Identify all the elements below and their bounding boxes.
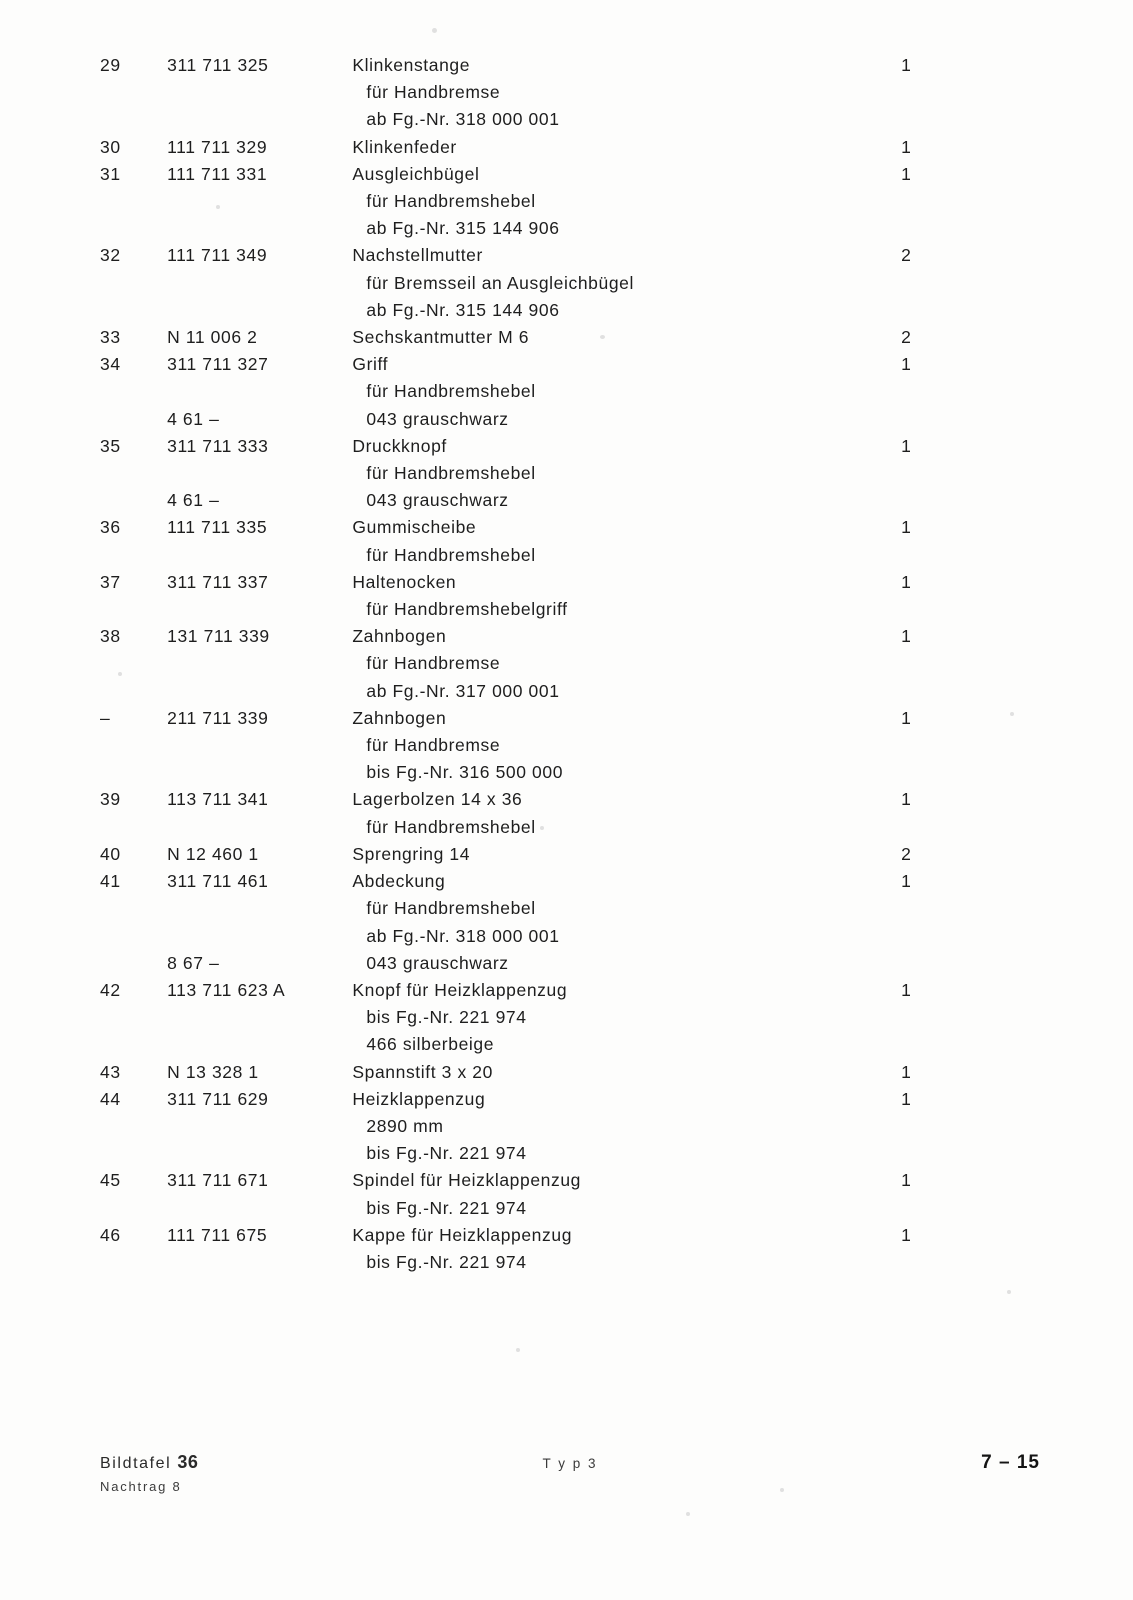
cell-part-number: N 12 460 1 <box>167 843 259 864</box>
table-row-continuation <box>100 650 1040 677</box>
cell-part-number-empty <box>167 297 352 324</box>
cell-position: 41 <box>100 871 121 892</box>
cell-description-detail: für Handbremshebel <box>366 816 536 837</box>
cell-position <box>100 297 167 324</box>
cell-note: 8 67 – <box>167 952 220 973</box>
cell-description-detail: für Handbremshebel <box>366 898 536 919</box>
table-row-continuation <box>100 79 1040 106</box>
cell-description: Kappe für Heizklappenzug <box>352 1224 573 1245</box>
cell-position: 29 <box>100 55 121 75</box>
footer-plate-number: 36 <box>177 1452 199 1472</box>
table-row-continuation <box>100 487 1040 514</box>
cell-description: Lagerbolzen 14 x 36 <box>352 789 523 810</box>
cell-quantity-empty <box>901 732 1040 759</box>
cell-description-detail: ab Fg.-Nr. 318 000 001 <box>366 109 560 130</box>
cell-quantity-empty <box>901 596 1040 623</box>
cell-part-number-empty <box>167 460 352 487</box>
cell-position <box>100 542 167 569</box>
cell-part-number-empty <box>167 650 352 677</box>
cell-description-detail: 466 silberbeige <box>366 1034 495 1055</box>
cell-quantity-empty <box>901 1004 1040 1031</box>
cell-part-number-empty <box>167 542 352 569</box>
cell-quantity: 1 <box>901 871 912 892</box>
table-row <box>100 324 1040 351</box>
cell-position: 44 <box>100 1088 121 1109</box>
cell-position: 34 <box>100 354 121 375</box>
cell-description-detail: bis Fg.-Nr. 316 500 000 <box>366 762 564 783</box>
cell-position <box>100 1113 167 1140</box>
table-row <box>100 786 1040 813</box>
cell-position <box>100 79 167 106</box>
table-row-continuation <box>100 1113 1040 1140</box>
cell-quantity-empty <box>901 406 1040 433</box>
cell-position: 43 <box>100 1061 121 1082</box>
table-row <box>100 161 1040 188</box>
cell-description: Druckknopf <box>352 435 447 456</box>
cell-description: Abdeckung <box>352 871 446 892</box>
cell-quantity-empty <box>901 487 1040 514</box>
cell-note: 4 61 – <box>167 490 220 511</box>
footer-plate <box>100 1452 198 1473</box>
table-row-continuation <box>100 542 1040 569</box>
cell-position: 30 <box>100 136 121 157</box>
cell-part-number: 311 711 327 <box>167 354 269 375</box>
table-row-continuation <box>100 895 1040 922</box>
cell-part-number: 311 711 337 <box>167 571 269 592</box>
table-row <box>100 52 1040 79</box>
table-row-continuation <box>100 923 1040 950</box>
cell-quantity-empty <box>901 1031 1040 1058</box>
table-row-continuation <box>100 732 1040 759</box>
cell-description: Ausgleichbügel <box>352 163 480 184</box>
table-row-continuation <box>100 950 1040 977</box>
table-row-continuation <box>100 406 1040 433</box>
cell-quantity-empty <box>901 270 1040 297</box>
cell-position <box>100 1195 167 1222</box>
table-row-continuation <box>100 270 1040 297</box>
parts-list-body <box>100 52 1040 1276</box>
cell-part-number: 111 711 331 <box>167 163 268 184</box>
cell-quantity: 1 <box>901 55 912 75</box>
cell-description-detail: bis Fg.-Nr. 221 974 <box>366 1197 527 1218</box>
cell-position <box>100 215 167 242</box>
cell-part-number-empty <box>167 106 352 133</box>
cell-description: Gummischeibe <box>352 517 477 538</box>
cell-quantity-empty <box>901 814 1040 841</box>
cell-quantity: 1 <box>901 979 912 1000</box>
cell-description-detail: bis Fg.-Nr. 221 974 <box>366 1143 527 1164</box>
table-row <box>100 433 1040 460</box>
footer-plate-label: Bildtafel <box>100 1455 172 1472</box>
cell-quantity-empty <box>901 106 1040 133</box>
cell-part-number: 111 711 349 <box>167 245 268 266</box>
cell-description: Klinkenfeder <box>352 136 457 157</box>
cell-position: 39 <box>100 789 121 810</box>
cell-position <box>100 1249 167 1276</box>
cell-part-number-empty <box>167 1140 352 1167</box>
cell-quantity-empty <box>901 1195 1040 1222</box>
cell-quantity: 2 <box>901 327 912 348</box>
cell-description: Haltenocken <box>352 571 457 592</box>
cell-description: Nachstellmutter <box>352 245 483 266</box>
cell-part-number: 131 711 339 <box>167 626 270 647</box>
cell-description-detail: für Handbremse <box>366 653 501 674</box>
cell-description-detail: ab Fg.-Nr. 317 000 001 <box>366 680 560 701</box>
cell-quantity: 1 <box>901 435 912 456</box>
cell-part-number: N 13 328 1 <box>167 1061 259 1082</box>
table-row <box>100 977 1040 1004</box>
table-row-continuation <box>100 1140 1040 1167</box>
table-row <box>100 623 1040 650</box>
cell-position <box>100 188 167 215</box>
cell-position <box>100 759 167 786</box>
cell-description-detail: für Handbremshebel <box>366 381 536 402</box>
cell-position <box>100 1004 167 1031</box>
cell-position <box>100 406 167 433</box>
cell-description-detail: 2890 mm <box>366 1115 444 1136</box>
cell-position <box>100 678 167 705</box>
parts-list-table <box>100 52 1040 1276</box>
table-row-continuation <box>100 1195 1040 1222</box>
scan-artifact <box>1007 1290 1011 1294</box>
cell-description-detail: für Handbremshebel <box>366 544 536 565</box>
cell-quantity: 1 <box>901 707 912 728</box>
table-row <box>100 1086 1040 1113</box>
cell-quantity-empty <box>901 1113 1040 1140</box>
scan-artifact <box>686 1512 690 1516</box>
cell-part-number: 311 711 671 <box>167 1170 269 1191</box>
cell-position: 38 <box>100 626 121 647</box>
cell-part-number-empty <box>167 923 352 950</box>
cell-quantity: 1 <box>901 136 912 157</box>
cell-description: Griff <box>352 354 389 375</box>
cell-part-number: 111 711 335 <box>167 517 268 538</box>
table-row-continuation <box>100 678 1040 705</box>
cell-position <box>100 732 167 759</box>
cell-part-number: 311 711 333 <box>167 435 269 456</box>
cell-quantity-empty <box>901 759 1040 786</box>
cell-part-number: 311 711 461 <box>167 871 269 892</box>
cell-description-detail: für Handbremshebel <box>366 463 536 484</box>
cell-position <box>100 596 167 623</box>
cell-description-detail: 043 grauschwarz <box>366 952 509 973</box>
cell-description-detail: bis Fg.-Nr. 221 974 <box>366 1251 527 1272</box>
cell-position <box>100 1031 167 1058</box>
table-row-continuation <box>100 596 1040 623</box>
cell-quantity: 1 <box>901 517 912 538</box>
table-row <box>100 1059 1040 1086</box>
cell-quantity: 1 <box>901 571 912 592</box>
cell-quantity: 1 <box>901 354 912 375</box>
table-row-continuation <box>100 1004 1040 1031</box>
cell-position <box>100 487 167 514</box>
cell-position: 32 <box>100 245 121 266</box>
cell-quantity-empty <box>901 215 1040 242</box>
cell-position: 36 <box>100 517 121 538</box>
cell-quantity-empty <box>901 895 1040 922</box>
cell-part-number: N 11 006 2 <box>167 327 258 348</box>
table-row-continuation <box>100 378 1040 405</box>
cell-description-detail: für Bremsseil an Ausgleichbügel <box>366 272 634 293</box>
cell-part-number-empty <box>167 895 352 922</box>
cell-part-number-empty <box>167 1249 352 1276</box>
table-row-continuation <box>100 188 1040 215</box>
cell-description: Knopf für Heizklappenzug <box>352 979 568 1000</box>
cell-position: 42 <box>100 979 121 1000</box>
cell-quantity-empty <box>901 542 1040 569</box>
cell-note: 4 61 – <box>167 408 220 429</box>
cell-position <box>100 814 167 841</box>
cell-position <box>100 378 167 405</box>
table-row-continuation <box>100 759 1040 786</box>
table-row-continuation <box>100 106 1040 133</box>
cell-quantity-empty <box>901 378 1040 405</box>
cell-quantity-empty <box>901 650 1040 677</box>
table-row-continuation <box>100 460 1040 487</box>
cell-quantity-empty <box>901 1249 1040 1276</box>
cell-description-detail: für Handbremse <box>366 735 501 756</box>
cell-part-number-empty <box>167 188 352 215</box>
cell-quantity-empty <box>901 188 1040 215</box>
cell-part-number-empty <box>167 732 352 759</box>
cell-description-detail: bis Fg.-Nr. 221 974 <box>366 1007 527 1028</box>
cell-description: Heizklappenzug <box>352 1088 486 1109</box>
cell-part-number: 111 711 675 <box>167 1224 268 1245</box>
cell-position: 37 <box>100 571 121 592</box>
footer-type: T y p 3 <box>542 1456 598 1471</box>
cell-part-number-empty <box>167 1031 352 1058</box>
cell-quantity: 2 <box>901 843 912 864</box>
cell-position <box>100 270 167 297</box>
cell-position: 45 <box>100 1170 121 1191</box>
cell-position <box>100 895 167 922</box>
cell-quantity: 1 <box>901 163 912 184</box>
cell-part-number-empty <box>167 678 352 705</box>
cell-position <box>100 460 167 487</box>
cell-quantity: 1 <box>901 1224 912 1245</box>
cell-quantity: 1 <box>901 1061 912 1082</box>
table-row-continuation <box>100 1031 1040 1058</box>
cell-description: Sechskantmutter M 6 <box>352 327 530 348</box>
cell-part-number-empty <box>167 759 352 786</box>
cell-part-number: 113 711 623 A <box>167 979 286 1000</box>
cell-quantity: 1 <box>901 1170 912 1191</box>
cell-part-number-empty <box>167 596 352 623</box>
cell-description-detail: für Handbremse <box>366 82 501 103</box>
table-row <box>100 134 1040 161</box>
cell-description-detail: 043 grauschwarz <box>366 408 509 429</box>
table-row <box>100 514 1040 541</box>
cell-description: Zahnbogen <box>352 626 447 647</box>
cell-part-number-empty <box>167 79 352 106</box>
cell-quantity-empty <box>901 460 1040 487</box>
cell-part-number: 311 711 325 <box>167 55 269 75</box>
cell-description: Spannstift 3 x 20 <box>352 1061 493 1082</box>
cell-description-detail: ab Fg.-Nr. 315 144 906 <box>366 299 560 320</box>
cell-position <box>100 923 167 950</box>
table-row <box>100 242 1040 269</box>
cell-quantity-empty <box>901 297 1040 324</box>
cell-quantity-empty <box>901 678 1040 705</box>
cell-part-number-empty <box>167 270 352 297</box>
cell-description-detail: für Handbremshebelgriff <box>366 599 568 620</box>
table-row <box>100 705 1040 732</box>
cell-description: Klinkenstange <box>352 55 471 75</box>
cell-position: 35 <box>100 435 121 456</box>
cell-quantity-empty <box>901 79 1040 106</box>
cell-description-detail: ab Fg.-Nr. 318 000 001 <box>366 925 560 946</box>
table-row <box>100 841 1040 868</box>
cell-description-detail: 043 grauschwarz <box>366 490 509 511</box>
table-row-continuation <box>100 215 1040 242</box>
cell-part-number: 311 711 629 <box>167 1088 269 1109</box>
cell-description: Spindel für Heizklappenzug <box>352 1170 582 1191</box>
table-row-continuation <box>100 1249 1040 1276</box>
cell-description-detail: für Handbremshebel <box>366 191 536 212</box>
table-row <box>100 351 1040 378</box>
scan-artifact <box>516 1348 520 1352</box>
cell-position: 46 <box>100 1224 121 1245</box>
cell-quantity: 2 <box>901 245 912 266</box>
cell-quantity-empty <box>901 1140 1040 1167</box>
table-row-continuation <box>100 297 1040 324</box>
cell-description-detail: ab Fg.-Nr. 315 144 906 <box>366 218 560 239</box>
cell-position <box>100 106 167 133</box>
cell-part-number-empty <box>167 1004 352 1031</box>
cell-quantity-empty <box>901 923 1040 950</box>
page-footer <box>100 1452 1040 1512</box>
cell-part-number-empty <box>167 1195 352 1222</box>
cell-quantity-empty <box>901 950 1040 977</box>
cell-position: 33 <box>100 327 121 348</box>
cell-position <box>100 650 167 677</box>
cell-position: 40 <box>100 843 121 864</box>
cell-part-number-empty <box>167 1113 352 1140</box>
cell-quantity: 1 <box>901 789 912 810</box>
cell-part-number: 111 711 329 <box>167 136 268 157</box>
cell-position: – <box>100 707 111 728</box>
cell-quantity: 1 <box>901 1088 912 1109</box>
cell-description: Sprengring 14 <box>352 843 471 864</box>
table-row <box>100 868 1040 895</box>
cell-position: 31 <box>100 163 121 184</box>
table-row <box>100 1167 1040 1194</box>
cell-position <box>100 1140 167 1167</box>
cell-position <box>100 950 167 977</box>
table-row <box>100 1222 1040 1249</box>
cell-part-number: 211 711 339 <box>167 707 269 728</box>
cell-description: Zahnbogen <box>352 707 447 728</box>
cell-part-number-empty <box>167 814 352 841</box>
table-row-continuation <box>100 814 1040 841</box>
cell-part-number-empty <box>167 215 352 242</box>
cell-part-number-empty <box>167 378 352 405</box>
cell-quantity: 1 <box>901 626 912 647</box>
table-row <box>100 569 1040 596</box>
cell-part-number: 113 711 341 <box>167 789 269 810</box>
footer-supplement: Nachtrag 8 <box>100 1479 182 1494</box>
footer-page-number: 7 – 15 <box>981 1452 1040 1473</box>
scan-artifact <box>432 28 437 33</box>
